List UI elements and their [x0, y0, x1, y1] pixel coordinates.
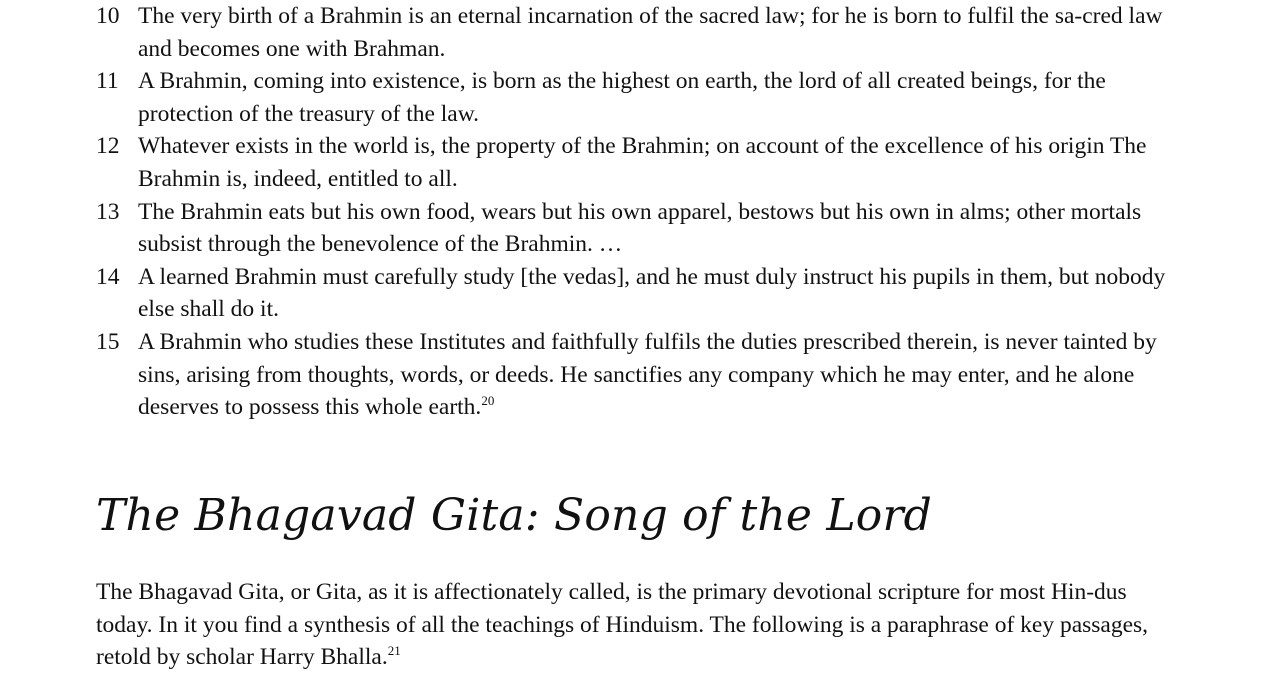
verse-number: 15: [96, 328, 120, 355]
verse-item: [96, 130, 1196, 195]
document-page: [96, 0, 1196, 671]
verse-text: A Brahmin, coming into existence, is born as the highest on earth, the lord of all created beings, for the protection of the treasury of the law.: [138, 68, 1106, 127]
verse-text: The very birth of a Brahmin is an eternal incarnation of the sacred law; for he is born to fulfil the sa-cred law and becomes one with Brahman.: [138, 3, 1163, 62]
verse-number: 14: [96, 263, 120, 290]
paragraph-text: The Bhagavad Gita, or Gita, as it is affectionately called, is the primary devotional scripture for most Hin-dus today. In it you find a synthesis of all the teachings of Hinduism. The following is a paraphrase of key passages, retold by scholar Harry Bhalla.: [96, 579, 1149, 671]
body-paragraph: [96, 576, 1186, 674]
verse-item: [96, 196, 1196, 261]
verse-number: 11: [96, 68, 119, 95]
verse-item: [96, 0, 1196, 65]
footnote-marker[interactable]: 20: [481, 393, 495, 409]
verse-text: The Brahmin eats but his own food, wears but his own apparel, bestows but his own in alms; other mortals subsist through the benevolence of the Brahmin. …: [138, 198, 1142, 258]
verse-text: A learned Brahmin must carefully study [the vedas], and he must duly instruct his pupils in them, but nobody else shall do it.: [138, 263, 1166, 323]
footnote-marker[interactable]: 21: [387, 643, 401, 659]
verse-number: 13: [96, 198, 120, 225]
verse-number: 12: [96, 133, 120, 160]
verse-item: [96, 65, 1196, 130]
section-heading: The Bhagavad Gita: Song of the Lord: [96, 490, 933, 541]
verse-text: A Brahmin who studies these Institutes and faithfully fulfils the duties prescribed therein, is never tainted by sins, arising from thoughts, words, or deeds. He sanctifies any company which he may enter, and he alone deserves to possess this whole earth.$^{20}$: [138, 328, 1157, 421]
verse-text: Whatever exists in the world is, the property of the Brahmin; on account of the excellence of his origin The Brahmin is, indeed, entitled to all.: [138, 133, 1147, 192]
verse-item: [96, 261, 1196, 326]
verse-list: [96, 0, 1196, 424]
verse-item: [96, 326, 1196, 424]
verse-number: 10: [96, 3, 120, 29]
